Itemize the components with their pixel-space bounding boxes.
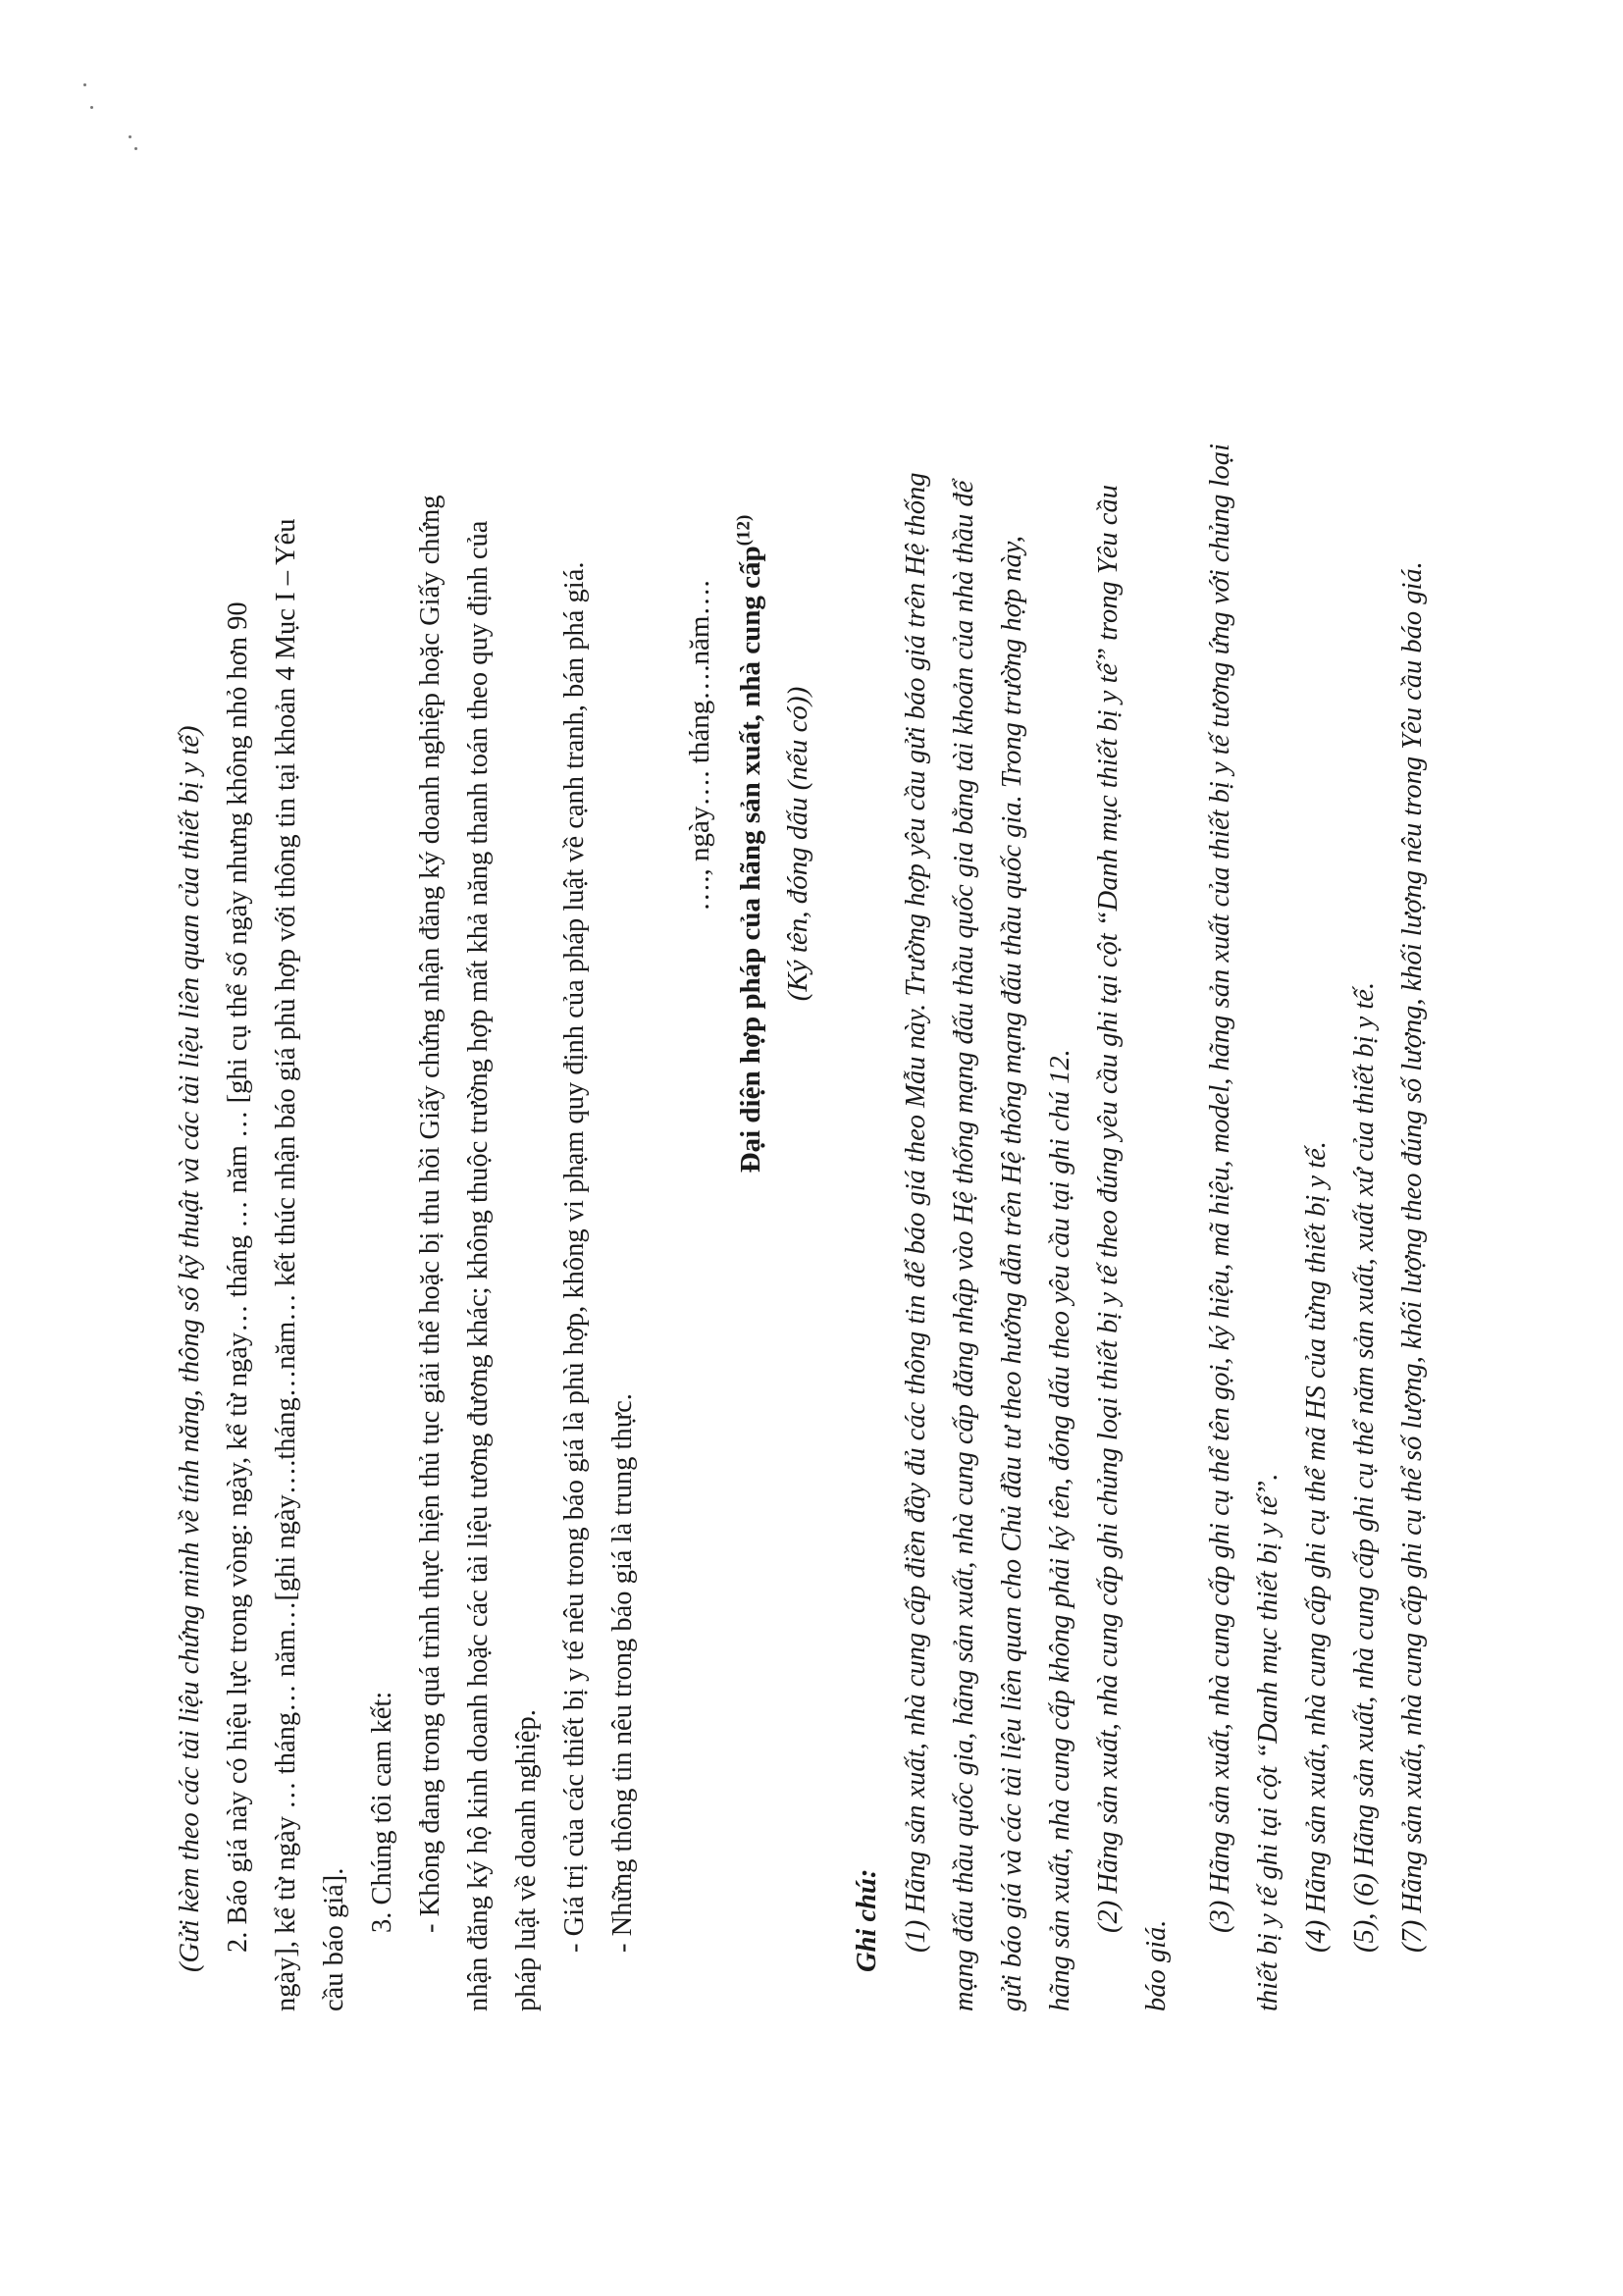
attachment-note: (Gửi kèm theo các tài liệu chứng minh về tính năng, thông số kỹ thuật và các tài liệu liên quan của thiết bị y tế): [175, 725, 205, 1972]
commitment-1-line-2: nhận đăng ký hộ kinh doanh hoặc các tài liệu tương đương khác; không thuộc trường hợp mất khả năng thanh toán theo quy định của: [463, 520, 494, 2011]
note-3-line-2: thiết bị y tế ghi tại cột “Danh mục thiết bị y tế”.: [1253, 1473, 1283, 2011]
commitment-1-line-3: pháp luật về doanh nghiệp.: [511, 1709, 542, 2011]
commitment-1-line-1: - Không đang trong quá trình thực hiện thủ tục giải thể hoặc bị thu hồi Giấy chứng nhận đăng ký doanh nghiệp hoặc Giấy chứng: [415, 495, 445, 1933]
scan-speck: [90, 106, 93, 109]
scan-speck: [83, 83, 86, 86]
note-7: (7) Hãng sản xuất, nhà cung cấp ghi cụ thể số lượng, khối lượng theo đúng số lượng, khối lượng nêu trong Yêu cầu báo giá.: [1397, 561, 1428, 1953]
validity-line-1: 2. Báo giá này có hiệu lực trong vòng: ngày, kể từ ngày… tháng … năm … [ghi cụ thể số ngày nhưng không nhỏ hơn 90: [223, 601, 253, 1953]
scan-speck: [134, 147, 137, 150]
signature-title-text: Đại diện hợp pháp của hãng sản xuất, nhà cung cấp: [735, 546, 766, 1174]
signature-note: (Ký tên, đóng dấu (nếu có)): [782, 686, 813, 1002]
commitment-3: - Những thông tin nêu trong báo giá là trung thực.: [607, 1393, 638, 1953]
scan-speck: [129, 135, 131, 138]
notes-heading: Ghi chú:: [852, 1868, 882, 1972]
validity-line-3: cầu báo giá].: [319, 1867, 349, 2011]
note-1-line-2: mạng đấu thầu quốc gia, hãng sản xuất, nhà cung cấp đăng nhập vào Hệ thống mạng đấu thầu quốc gia bằng tài khoản của nhà thầu để: [949, 480, 979, 2011]
signature-title-sup: (12): [733, 514, 755, 547]
note-4: (4) Hãng sản xuất, nhà cung cấp ghi cụ thể mã HS của từng thiết bị y tế.: [1301, 1141, 1332, 1953]
rotated-page: [167, 49, 1442, 2011]
commitment-2: - Giá trị của các thiết bị y tế nêu trong báo giá là phù hợp, không vi phạm quy định của pháp luật về cạnh tranh, bán phá giá.: [559, 561, 590, 1953]
validity-line-2: ngày], kể từ ngày … tháng… năm…[ghi ngày….tháng…năm… kết thúc nhận báo giá phù hợp với thông tin tại khoản 4 Mục I – Yêu: [271, 518, 301, 2011]
note-1-line-4: hãng sản xuất, nhà cung cấp không phải ký tên, đóng dấu theo yêu cầu tại ghi chú 12.: [1045, 1049, 1075, 2011]
note-1-line-3: gửi báo giá và các tài liệu liên quan cho Chủ đầu tư theo hướng dẫn trên Hệ thống mạng đấu thầu quốc gia. Trong trường hợp này,: [997, 536, 1027, 2011]
note-5-6: (5), (6) Hãng sản xuất, nhà cung cấp ghi cụ thể năm sản xuất, xuất xứ của thiết bị y tế.: [1349, 981, 1380, 1953]
note-3-line-1: (3) Hãng sản xuất, nhà cung cấp ghi cụ thể tên gọi, ký hiệu, mã hiệu, model, hãng sản xuất của thiết bị y tế tương ứng với chủng loại: [1205, 444, 1235, 1933]
signature-date: …., ngày…. tháng….năm….: [684, 580, 715, 912]
note-2-line-1: (2) Hãng sản xuất, nhà cung cấp ghi chủng loại thiết bị y tế theo đúng yêu cầu ghi tại cột “Danh mục thiết bị y tế” trong Yêu cầu: [1093, 485, 1124, 1933]
signature-title: [728, 206, 773, 1482]
note-2-line-2: báo giá.: [1141, 1919, 1172, 2011]
note-1-line-1: (1) Hãng sản xuất, nhà cung cấp điền đầy đủ các thông tin để báo giá theo Mẫu này. Trường hợp yêu cầu gửi báo giá trên Hệ thống: [901, 472, 931, 1953]
commitment-heading: 3. Chúng tôi cam kết:: [367, 1691, 397, 1933]
